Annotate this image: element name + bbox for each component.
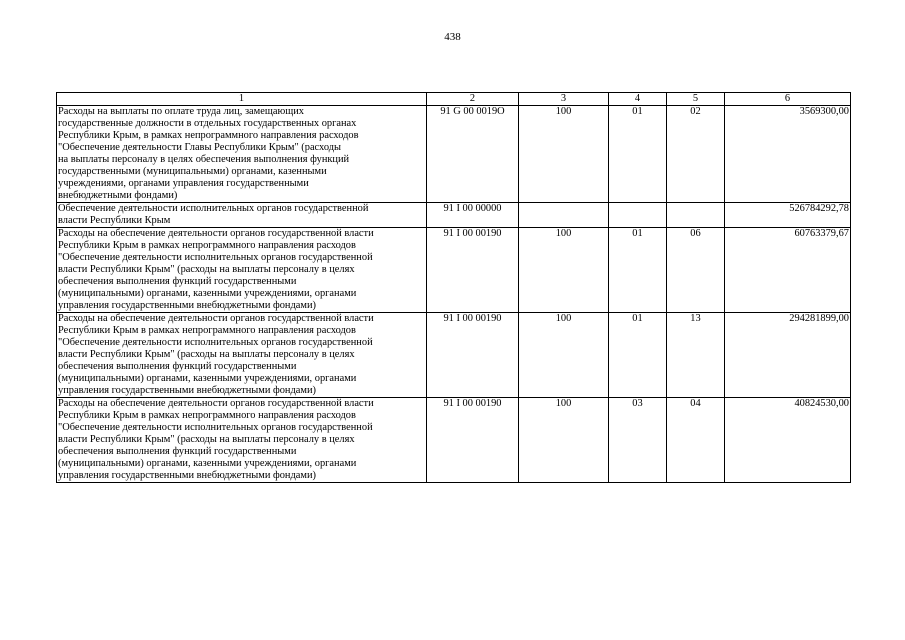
header-col-4: 4: [609, 93, 667, 106]
table-row: [57, 228, 851, 313]
header-col-2: 2: [427, 93, 519, 106]
description-line: управления государственными внебюджетными фондами): [58, 300, 316, 311]
description-line: обеспечения выполнения функций государственными: [58, 276, 297, 287]
table-body: [57, 106, 851, 483]
description-line: обеспечения выполнения функций государственными: [58, 361, 297, 372]
description-line: Республики Крым в рамках непрограммного направления расходов: [58, 325, 356, 336]
expense-description: [57, 313, 427, 398]
expense-description: [57, 203, 427, 228]
expense-type: [519, 203, 609, 228]
description-line: внебюджетными фондами): [58, 190, 178, 201]
subsection-code: 13: [667, 313, 725, 398]
subsection-code: [667, 203, 725, 228]
section-code: [609, 203, 667, 228]
section-code: 01: [609, 228, 667, 313]
expense-description: [57, 106, 427, 203]
description-line: управления государственными внебюджетными фондами): [58, 470, 316, 481]
description-line: Расходы на обеспечение деятельности органов государственной власти: [58, 313, 374, 324]
description-line: Республики Крым в рамках непрограммного направления расходов: [58, 240, 356, 251]
expense-type: 100: [519, 106, 609, 203]
section-code: 01: [609, 106, 667, 203]
description-line: Расходы на обеспечение деятельности органов государственной власти: [58, 228, 374, 239]
expense-description: [57, 398, 427, 483]
table-row: [57, 203, 851, 228]
description-line: (муниципальными) органами, казенными учреждениями, органами: [58, 288, 357, 299]
section-code: 01: [609, 313, 667, 398]
amount: 40824530,00: [725, 398, 851, 483]
expense-type: 100: [519, 313, 609, 398]
subsection-code: 02: [667, 106, 725, 203]
amount: 60763379,67: [725, 228, 851, 313]
subsection-code: 06: [667, 228, 725, 313]
header-row: [57, 93, 851, 106]
subsection-code: 04: [667, 398, 725, 483]
page-number: 438: [444, 31, 461, 43]
description-line: Расходы на выплаты по оплате труда лиц, замещающих: [58, 106, 304, 117]
description-line: Расходы на обеспечение деятельности органов государственной власти: [58, 398, 374, 409]
expense-type: 100: [519, 398, 609, 483]
amount: 3569300,00: [725, 106, 851, 203]
budget-code: 91 I 00 00000: [427, 203, 519, 228]
table-row: [57, 106, 851, 203]
header-col-3: 3: [519, 93, 609, 106]
description-line: управления государственными внебюджетными фондами): [58, 385, 316, 396]
expense-type: 100: [519, 228, 609, 313]
description-line: "Обеспечение деятельности исполнительных органов государственной: [58, 337, 373, 348]
budget-code: 91 I 00 00190: [427, 313, 519, 398]
description-line: (муниципальными) органами, казенными учреждениями, органами: [58, 458, 357, 469]
description-line: государственные должности в отдельных государственных органах: [58, 118, 357, 129]
expense-description: [57, 228, 427, 313]
description-line: на выплаты персоналу в целях обеспечения выполнения функций: [58, 154, 350, 165]
description-line: власти Республики Крым" (расходы на выплаты персоналу в целях: [58, 264, 355, 275]
description-line: обеспечения выполнения функций государственными: [58, 446, 297, 457]
description-line: учреждениями, органами управления государственными: [58, 178, 309, 189]
budget-code: 91 G 00 0019O: [427, 106, 519, 203]
header-col-1: 1: [57, 93, 427, 106]
description-line: власти Республики Крым" (расходы на выплаты персоналу в целях: [58, 349, 355, 360]
description-line: Республики Крым, в рамках непрограммного направления расходов: [58, 130, 359, 141]
description-line: "Обеспечение деятельности исполнительных органов государственной: [58, 422, 373, 433]
description-line: власти Республики Крым: [58, 215, 171, 226]
description-line: Обеспечение деятельности исполнительных органов государственной: [58, 203, 369, 214]
section-code: 03: [609, 398, 667, 483]
amount: 294281899,00: [725, 313, 851, 398]
budget-code: 91 I 00 00190: [427, 228, 519, 313]
description-line: власти Республики Крым" (расходы на выплаты персоналу в целях: [58, 434, 355, 445]
budget-table: [56, 92, 851, 483]
header-col-6: 6: [725, 93, 851, 106]
description-line: государственными (муниципальными) органами, казенными: [58, 166, 327, 177]
description-line: Республики Крым в рамках непрограммного направления расходов: [58, 410, 356, 421]
description-line: (муниципальными) органами, казенными учреждениями, органами: [58, 373, 357, 384]
amount: 526784292,78: [725, 203, 851, 228]
table-row: [57, 313, 851, 398]
header-col-5: 5: [667, 93, 725, 106]
description-line: "Обеспечение деятельности Главы Республики Крым" (расходы: [58, 142, 341, 153]
budget-code: 91 I 00 00190: [427, 398, 519, 483]
table-row: [57, 398, 851, 483]
description-line: "Обеспечение деятельности исполнительных органов государственной: [58, 252, 373, 263]
